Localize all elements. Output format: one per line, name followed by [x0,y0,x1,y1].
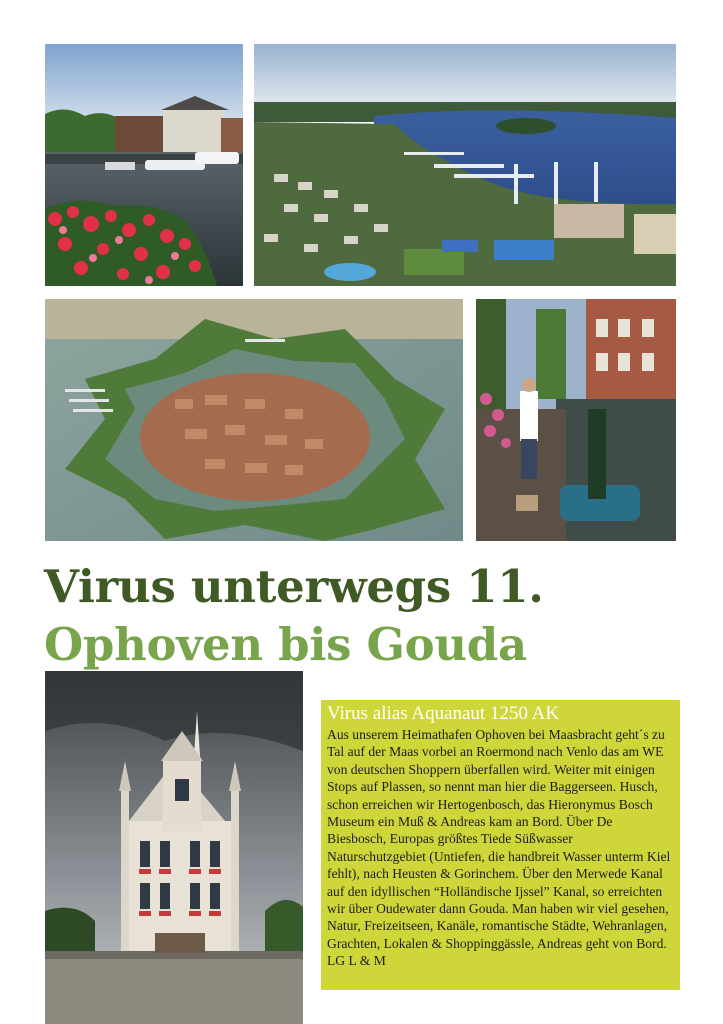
fortress-town-aerial-photo [45,299,463,541]
story-text-box [321,700,680,990]
story-body: Aus unserem Heimathafen Ophoven bei Maasbracht geht´s zu Tal auf der Maas vorbei an Roermond nach Venlo das am WE von deutschen Shoppern überfallen wird. Weiter mit einigen Stops auf Plassen, so nennt man hier die Baggerseen. Husch, schon erreichen wir Hertogenbosch, das Hieronymus Bosch Museum ein Muß & Andreas kam an Bord. Über De Biesbosch, Europas größtes Tiede Süßwasser Naturschutzgebiet (Untiefen, die handbreit Wasser unterm Kiel fehlt), nach Heusten & Gorinchem. Über den Merwede Kanal auf den idyllischen “Holländische Ijssel” Kanal, so erreichten wir über Oudewater dann Gouda. Man haben wir viel gesehen, Natur, Freizeitseen, Kanäle, romantische Städte, Wehranlagen, Grachten, Lokalen & Shoppinggässle, Andreas geht von Bord. LG L & M [327,727,671,969]
headline-line-2: Ophoven bis Gouda [44,618,527,671]
story-title: Virus alias Aquanaut 1250 AK [327,703,560,724]
harbor-photo [45,44,243,286]
canal-boat-photo [476,299,676,541]
gouda-city-hall-photo [45,671,303,1024]
headline-line-1: Virus unterwegs 11. [44,560,544,613]
marina-aerial-photo [254,44,676,286]
